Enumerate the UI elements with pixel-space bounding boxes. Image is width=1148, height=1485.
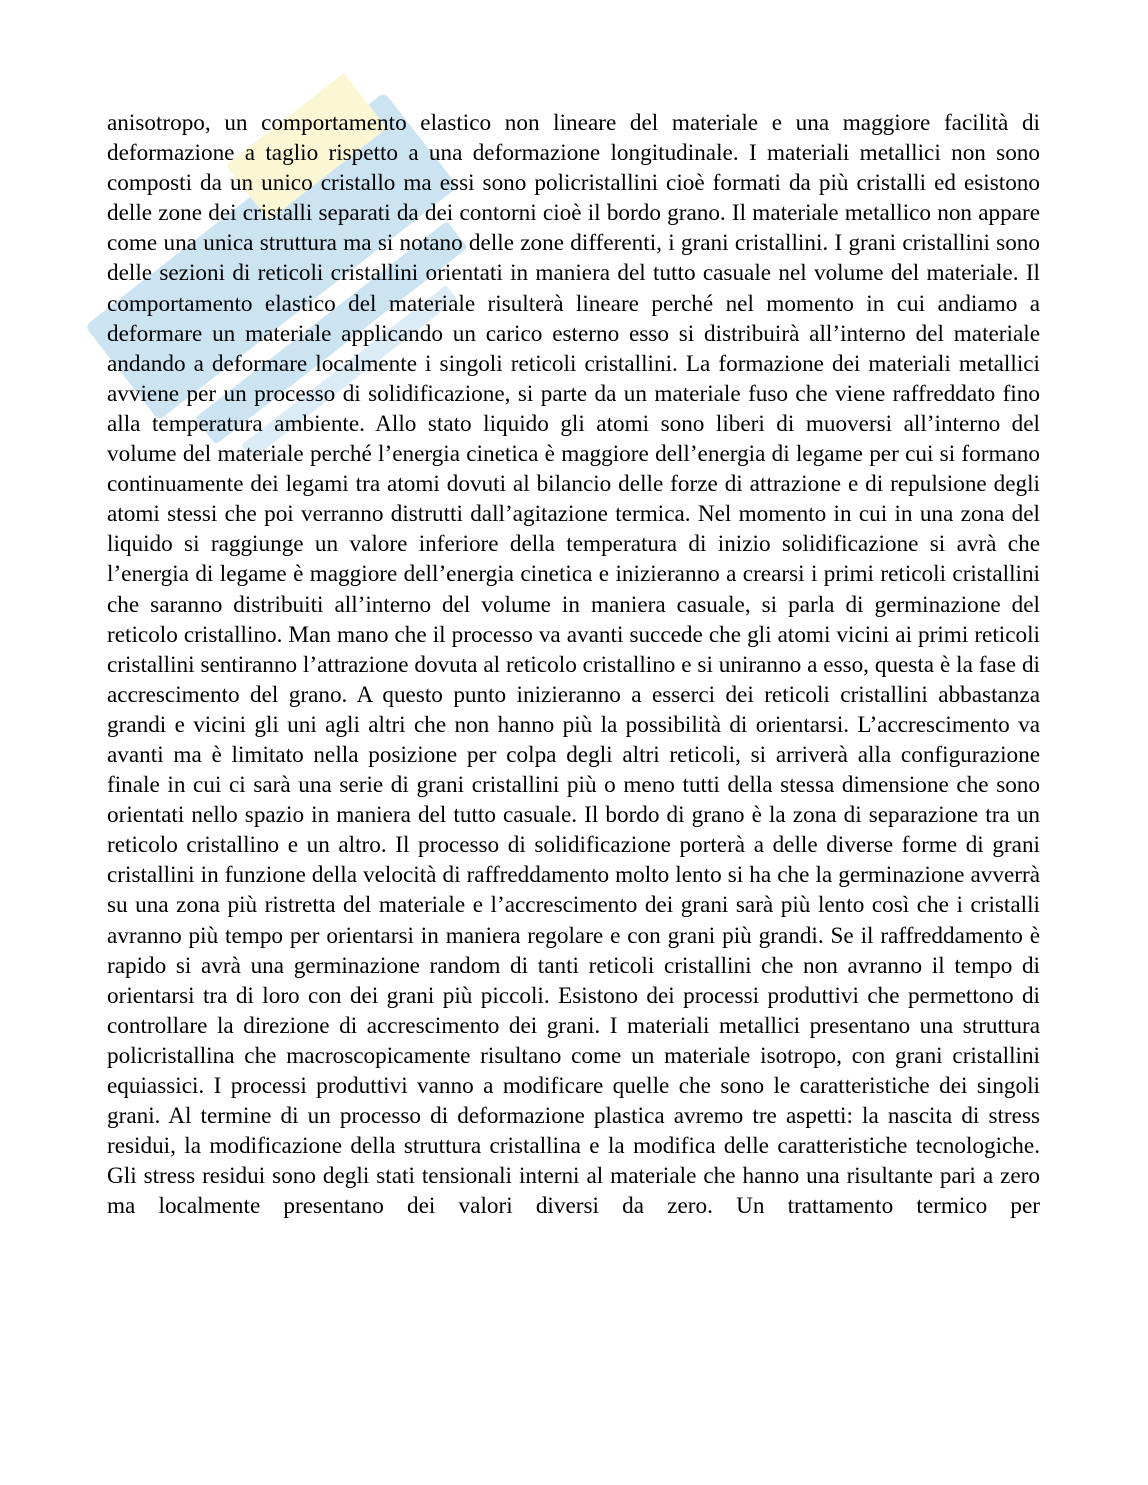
body-paragraph: anisotropo, un comportamento elastico non lineare del materiale e una maggiore facilità di deformazione a taglio rispetto a una deformazione longitudinale. I materiali metallici non sono composti da un unico cristallo ma essi sono policristallini cioè formati da più cristalli ed esistono delle zone dei cristalli separati da dei contorni cioè il bordo grano. Il materiale metallico non appare come una unica struttura ma si notano delle zone differenti, i grani cristallini. I grani cristallini sono delle sezioni di reticoli cristallini orientati in maniera del tutto casuale nel volume del materiale. Il comportamento elastico del materiale risulterà lineare perché nel momento in cui andiamo a deformare un materiale applicando un carico esterno esso si distribuirà all’interno del materiale andando a deformare localmente i singoli reticoli cristallini. La formazione dei materiali metallici avviene per un processo di solidificazione, si parte da un materiale fuso che viene raffreddato fino alla temperatura ambiente. Allo stato liquido gli atomi sono liberi di muoversi all’interno del volume del materiale perché l’energia cinetica è maggiore dell’energia di legame per cui si formano continuamente dei legami tra atomi dovuti al bilancio delle forze di attrazione e di repulsione degli atomi stessi che poi verranno distrutti dall’agitazione termica. Nel momento in cui in una zona del liquido si raggiunge un valore inferiore della temperatura di inizio solidificazione si avrà che l’energia di legame è maggiore dell’energia cinetica e inizieranno a crearsi i primi reticoli cristallini che saranno distribuiti all’interno del volume in maniera casuale, si parla di germinazione del reticolo cristallino. Man mano che il processo va avanti succede che gli atomi vicini ai primi reticoli cristallini sentiranno l’attrazione dovuta al reticolo cristallino e si uniranno a esso, questa è la fase di accrescimento del grano. A questo punto inizieranno a esserci dei reticoli cristallini abbastanza grandi e vicini gli uni agli altri che non hanno più la possibilità di orientarsi. L’accrescimento va avanti ma è limitato nella posizione per colpa degli altri reticoli, si arriverà alla configurazione finale in cui ci sarà una serie di grani cristallini più o meno tutti della stessa dimensione che sono orientati nello spazio in maniera del tutto casuale. Il bordo di grano è la zona di separazione tra un reticolo cristallino e un altro. Il processo di solidificazione porterà a delle diverse forme di grani cristallini in funzione della velocità di raffreddamento molto lento si ha che la germinazione avverrà su una zona più ristretta del materiale e l’accrescimento dei grani sarà più lento così che i cristalli avranno più tempo per orientarsi in maniera regolare e con grani più grandi. Se il raffreddamento è rapido si avrà una germinazione random di tanti reticoli cristallini che non avranno il tempo di orientarsi tra di loro con dei grani più piccoli. Esistono dei processi produttivi che permettono di controllare la direzione di accrescimento dei grani. I materiali metallici presentano una struttura policristallina che macroscopicamente risultano come un materiale isotropo, con grani cristallini equiassici. I processi produttivi vanno a modificare quelle che sono le caratteristiche dei singoli grani. Al termine di un processo di deformazione plastica avremo tre aspetti: la nascita di stress residui, la modificazione della struttura cristallina e la modifica delle caratteristiche tecnologiche. Gli stress residui sono degli stati tensionali interni al materiale che hanno una risultante pari a zero ma localmente presentano dei valori diversi da zero. Un trattamento termico per: [107, 110, 1040, 1220]
